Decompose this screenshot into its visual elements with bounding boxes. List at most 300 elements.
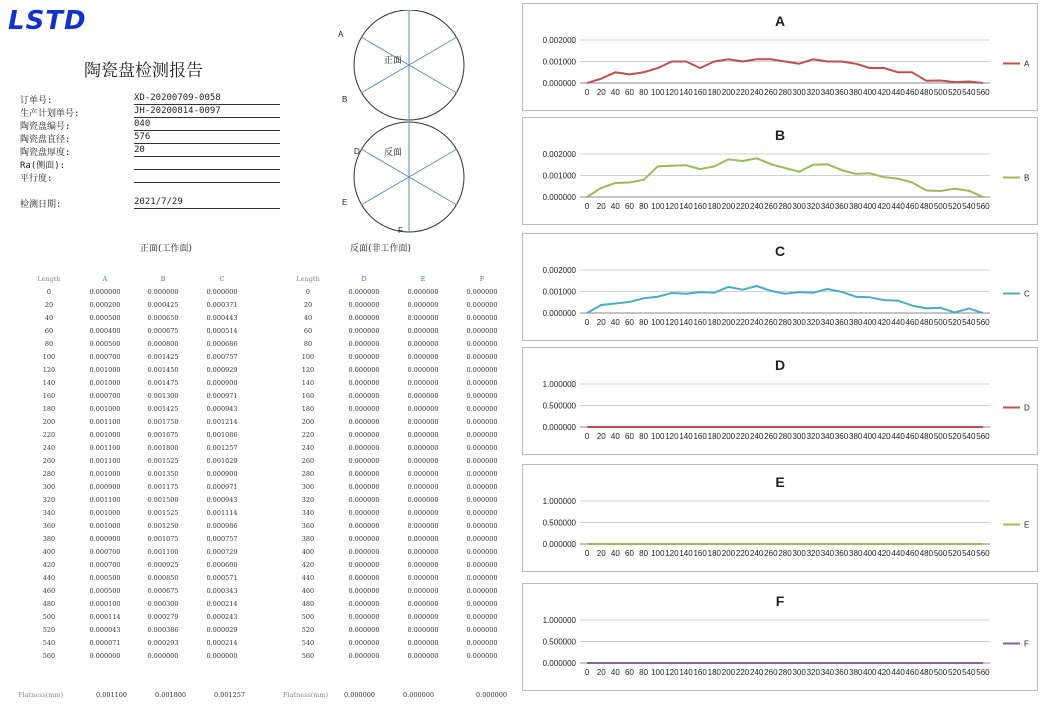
x-tick-label: 160: [693, 202, 707, 211]
x-tick-label: 560: [976, 88, 990, 97]
y-tick-label: 0.500000: [542, 401, 576, 411]
x-tick-label: 140: [679, 668, 693, 677]
table-row: [282, 389, 512, 402]
value-cell: 0.000000: [206, 651, 238, 660]
table-row: [282, 571, 512, 584]
length-cell: 140: [301, 378, 315, 387]
x-tick-label: 320: [806, 318, 820, 327]
table-row: [22, 402, 252, 415]
value-cell: 0.000000: [348, 521, 380, 530]
value-cell: 0.000000: [89, 287, 121, 296]
x-tick-label: 520: [947, 549, 962, 558]
header-d: D: [361, 274, 367, 283]
x-tick-label: 20: [596, 202, 606, 211]
value-cell: 0.000850: [147, 573, 179, 582]
value-cell: 0.000000: [348, 287, 380, 296]
x-tick-label: 400: [863, 318, 877, 327]
x-tick-label: 120: [665, 432, 679, 441]
length-cell: 480: [42, 599, 56, 608]
table-row: [22, 454, 252, 467]
table-row: [282, 532, 512, 545]
table-row: [22, 415, 252, 428]
value-cell: 0.001175: [147, 482, 179, 491]
x-tick-label: 180: [707, 202, 721, 211]
value-cell: 0.000000: [348, 469, 380, 478]
y-tick-label: 1.000000: [542, 380, 576, 389]
table-row: [282, 506, 512, 519]
x-tick-label: 520: [947, 432, 962, 441]
length-cell: 520: [42, 625, 56, 634]
value-cell: 0.000800: [147, 339, 179, 348]
value-cell: 0.001450: [147, 365, 179, 374]
value-cell: 0.000000: [466, 638, 498, 647]
ra-side-value: [134, 157, 280, 170]
table-front-header: [22, 272, 252, 285]
value-cell: 0.000000: [89, 651, 121, 660]
x-tick-label: 0: [584, 88, 590, 97]
value-cell: 0.000000: [407, 469, 439, 478]
chart-title: A: [774, 13, 786, 29]
value-cell: 0.000000: [407, 651, 439, 660]
x-tick-label: 360: [834, 668, 849, 677]
flatness-b-value: 0.001800: [155, 691, 187, 699]
x-tick-label: 420: [877, 202, 891, 211]
table-row: [22, 467, 252, 480]
value-cell: 0.000000: [348, 612, 380, 621]
x-tick-label: 200: [721, 432, 736, 441]
length-cell: 460: [301, 586, 315, 595]
value-cell: 0.000000: [407, 573, 439, 582]
value-cell: 0.000000: [407, 495, 439, 504]
value-cell: 0.000000: [348, 599, 380, 608]
value-cell: 0.000100: [89, 599, 121, 608]
x-tick-label: 120: [665, 668, 679, 677]
value-cell: 0.000000: [407, 430, 439, 439]
value-cell: 0.000943: [206, 404, 238, 413]
value-cell: 0.001214: [206, 417, 238, 426]
table-row: [282, 480, 512, 493]
x-tick-label: 60: [625, 88, 634, 97]
x-tick-label: 460: [905, 432, 919, 441]
table-row: [22, 285, 252, 298]
x-tick-label: 240: [750, 668, 764, 677]
value-cell: 0.000243: [206, 612, 238, 621]
length-cell: 40: [44, 313, 54, 322]
x-tick-label: 380: [849, 549, 863, 558]
x-tick-label: 380: [849, 668, 863, 677]
x-tick-label: 460: [905, 668, 919, 677]
value-cell: 0.000000: [348, 573, 380, 582]
length-cell: 220: [301, 430, 315, 439]
value-cell: 0.000514: [206, 326, 238, 335]
x-tick-label: 180: [707, 88, 721, 97]
length-cell: 60: [303, 326, 313, 335]
x-tick-label: 20: [596, 432, 606, 441]
x-tick-label: 0: [584, 318, 590, 327]
x-tick-label: 500: [933, 88, 948, 97]
value-cell: 0.000000: [466, 651, 498, 660]
x-tick-label: 0: [584, 432, 590, 441]
x-tick-label: 20: [596, 668, 606, 677]
value-cell: 0.000000: [466, 521, 498, 530]
table-row: [22, 389, 252, 402]
value-cell: 0.000000: [466, 560, 498, 569]
x-tick-label: 200: [721, 88, 736, 97]
x-tick-label: 20: [596, 549, 606, 558]
table-row: [282, 649, 512, 662]
value-cell: 0.001000: [89, 430, 121, 439]
table-row: [282, 376, 512, 389]
value-cell: 0.000000: [348, 638, 380, 647]
length-cell: 100: [42, 352, 56, 361]
value-cell: 0.000986: [206, 521, 238, 530]
value-cell: 0.000925: [147, 560, 179, 569]
value-cell: 0.000000: [466, 573, 498, 582]
header-length: Length: [37, 274, 61, 283]
disc-diameter-label: 陶瓷盘直径:: [20, 135, 71, 145]
y-tick-label: 0.002000: [542, 36, 576, 45]
length-cell: 180: [301, 404, 315, 413]
value-cell: 0.001000: [89, 378, 121, 387]
value-cell: 0.000000: [407, 625, 439, 634]
x-tick-label: 540: [962, 668, 976, 677]
value-cell: 0.000675: [147, 586, 179, 595]
x-tick-label: 220: [735, 549, 750, 558]
value-cell: 0.000000: [407, 313, 439, 322]
header-e: E: [420, 274, 426, 283]
value-cell: 0.000000: [407, 521, 439, 530]
value-cell: 0.000000: [407, 443, 439, 452]
value-cell: 0.001000: [89, 469, 121, 478]
x-tick-label: 520: [947, 88, 962, 97]
value-cell: 0.000000: [206, 287, 238, 296]
value-cell: 0.000000: [407, 378, 439, 387]
x-tick-label: 440: [891, 202, 905, 211]
value-cell: 0.001425: [147, 404, 179, 413]
x-tick-label: 520: [947, 318, 962, 327]
x-tick-label: 480: [919, 88, 934, 97]
order-no-value: XD-20200709-0058: [134, 92, 280, 105]
value-cell: 0.000000: [466, 391, 498, 400]
value-cell: 0.000000: [348, 391, 380, 400]
value-cell: 0.000000: [466, 430, 498, 439]
x-tick-label: 540: [962, 318, 976, 327]
value-cell: 0.000000: [466, 365, 498, 374]
length-cell: 160: [301, 391, 315, 400]
point-e-label: E: [342, 198, 348, 207]
value-cell: 0.000000: [407, 339, 439, 348]
x-tick-label: 80: [639, 549, 649, 558]
legend-label: C: [1024, 289, 1030, 299]
table-row: [22, 506, 252, 519]
value-cell: 0.000000: [407, 326, 439, 335]
x-tick-label: 100: [651, 202, 665, 211]
x-tick-label: 140: [679, 549, 693, 558]
table-row: [22, 337, 252, 350]
length-cell: 20: [303, 300, 313, 309]
table-row: [282, 636, 512, 649]
value-cell: 0.001100: [147, 547, 179, 556]
table-row: [282, 610, 512, 623]
legend-label: D: [1024, 403, 1030, 413]
x-tick-label: 360: [834, 202, 849, 211]
x-tick-label: 80: [639, 88, 649, 97]
y-tick-label: 0.000000: [542, 659, 576, 668]
x-tick-label: 440: [891, 88, 905, 97]
x-tick-label: 180: [707, 668, 721, 677]
x-tick-label: 280: [778, 668, 792, 677]
x-tick-label: 80: [639, 668, 649, 677]
x-tick-label: 320: [806, 88, 820, 97]
x-tick-label: 500: [933, 668, 948, 677]
length-cell: 220: [42, 430, 56, 439]
x-tick-label: 380: [849, 202, 863, 211]
value-cell: 0.000000: [407, 586, 439, 595]
x-tick-label: 40: [610, 549, 620, 558]
x-tick-label: 540: [962, 432, 976, 441]
x-tick-label: 560: [976, 668, 990, 677]
table-row: [282, 311, 512, 324]
x-tick-label: 460: [905, 202, 919, 211]
value-cell: 0.001100: [89, 417, 121, 426]
flatness-f-value: 0.000000: [476, 691, 508, 699]
point-d-label: D: [354, 147, 360, 156]
flatness-d-value: 0.000000: [344, 691, 376, 699]
table-row: [282, 493, 512, 506]
chart-b: [522, 117, 1038, 225]
x-tick-label: 100: [651, 549, 665, 558]
value-cell: 0.000000: [348, 508, 380, 517]
value-cell: 0.000000: [466, 352, 498, 361]
value-cell: 0.000757: [206, 352, 238, 361]
length-cell: 340: [301, 508, 315, 517]
length-cell: 380: [301, 534, 315, 543]
plan-no-label: 生产计划单号:: [20, 109, 80, 119]
table-row: [282, 545, 512, 558]
x-tick-label: 40: [610, 202, 620, 211]
value-cell: 0.000000: [466, 404, 498, 413]
x-tick-label: 360: [834, 318, 849, 327]
value-cell: 0.000000: [407, 560, 439, 569]
chart-title: D: [774, 357, 786, 373]
value-cell: 0.000000: [348, 430, 380, 439]
x-tick-label: 340: [820, 202, 835, 211]
x-tick-label: 60: [625, 432, 634, 441]
series-line: [587, 59, 983, 83]
value-cell: 0.000000: [348, 586, 380, 595]
x-tick-label: 160: [693, 318, 707, 327]
x-tick-label: 220: [735, 668, 750, 677]
back-disc: [354, 122, 464, 232]
x-tick-label: 440: [891, 432, 905, 441]
value-cell: 0.001029: [206, 456, 238, 465]
y-tick-label: 0.500000: [542, 518, 576, 528]
chart-e: [522, 464, 1038, 572]
length-cell: 60: [44, 326, 54, 335]
table-row: [282, 337, 512, 350]
y-tick-label: 0.000000: [542, 540, 576, 549]
table-back: [282, 272, 512, 662]
table-row: [282, 285, 512, 298]
value-cell: 0.000000: [466, 547, 498, 556]
legend-label: F: [1024, 639, 1029, 649]
value-cell: 0.000000: [348, 417, 380, 426]
value-cell: 0.000675: [147, 326, 179, 335]
value-cell: 0.000900: [206, 469, 238, 478]
value-cell: 0.000000: [348, 534, 380, 543]
value-cell: 0.000971: [206, 482, 238, 491]
value-cell: 0.000000: [348, 352, 380, 361]
value-cell: 0.000000: [466, 612, 498, 621]
value-cell: 0.000293: [147, 638, 179, 647]
back-caption: 反面(非工作面): [350, 244, 412, 254]
x-tick-label: 280: [778, 549, 792, 558]
x-tick-label: 500: [933, 549, 948, 558]
value-cell: 0.000000: [407, 638, 439, 647]
value-cell: 0.000929: [206, 365, 238, 374]
x-tick-label: 200: [721, 549, 736, 558]
value-cell: 0.000000: [407, 534, 439, 543]
value-cell: 0.000029: [206, 625, 238, 634]
table-front: [22, 272, 252, 662]
value-cell: 0.000000: [348, 547, 380, 556]
company-logo: LSTD: [8, 6, 87, 36]
y-tick-label: 0.001000: [542, 287, 576, 297]
length-cell: 100: [301, 352, 315, 361]
length-cell: 240: [42, 443, 56, 452]
table-row: [22, 610, 252, 623]
value-cell: 0.000343: [206, 586, 238, 595]
x-tick-label: 280: [778, 88, 792, 97]
value-cell: 0.000000: [348, 625, 380, 634]
value-cell: 0.000000: [348, 560, 380, 569]
length-cell: 420: [301, 560, 315, 569]
value-cell: 0.000000: [407, 456, 439, 465]
value-cell: 0.000000: [466, 443, 498, 452]
value-cell: 0.000700: [89, 547, 121, 556]
value-cell: 0.000500: [89, 586, 121, 595]
table-row: [282, 584, 512, 597]
table-row: [22, 324, 252, 337]
value-cell: 0.000000: [348, 495, 380, 504]
x-tick-label: 280: [778, 202, 792, 211]
value-cell: 0.000000: [147, 651, 179, 660]
value-cell: 0.001100: [89, 443, 121, 452]
x-tick-label: 0: [584, 668, 590, 677]
x-tick-label: 240: [750, 549, 764, 558]
value-cell: 0.000900: [206, 378, 238, 387]
length-cell: 540: [301, 638, 315, 647]
flatness-c-value: 0.001257: [214, 691, 246, 699]
x-tick-label: 80: [639, 202, 649, 211]
x-tick-label: 180: [707, 549, 721, 558]
x-tick-label: 480: [919, 549, 934, 558]
x-tick-label: 100: [651, 318, 665, 327]
table-row: [282, 558, 512, 571]
value-cell: 0.000700: [89, 352, 121, 361]
ra-side-label: Ra(侧面):: [20, 161, 66, 171]
value-cell: 0.000000: [348, 482, 380, 491]
length-cell: 560: [301, 651, 315, 660]
length-cell: 460: [42, 586, 56, 595]
value-cell: 0.000214: [206, 599, 238, 608]
report-title: 陶瓷盘检测报告: [84, 61, 203, 81]
x-tick-label: 220: [735, 318, 750, 327]
length-cell: 520: [301, 625, 315, 634]
length-cell: 440: [301, 573, 315, 582]
value-cell: 0.000500: [89, 313, 121, 322]
table-row: [22, 636, 252, 649]
x-tick-label: 0: [584, 549, 590, 558]
table-row: [282, 363, 512, 376]
x-tick-label: 140: [679, 202, 693, 211]
length-cell: 140: [42, 378, 56, 387]
y-tick-label: 0.000000: [542, 79, 576, 88]
x-tick-label: 460: [905, 88, 919, 97]
table-row: [282, 519, 512, 532]
value-cell: 0.000000: [466, 534, 498, 543]
value-cell: 0.000000: [407, 482, 439, 491]
header-length: Length: [296, 274, 320, 283]
value-cell: 0.000000: [466, 378, 498, 387]
x-tick-label: 140: [679, 432, 693, 441]
x-tick-label: 540: [962, 549, 976, 558]
back-face-label: 反面: [384, 147, 403, 157]
value-cell: 0.000000: [466, 508, 498, 517]
y-tick-label: 0.002000: [542, 150, 576, 159]
y-tick-label: 0.000000: [542, 423, 576, 432]
length-cell: 120: [301, 365, 315, 374]
value-cell: 0.000757: [206, 534, 238, 543]
x-tick-label: 120: [665, 318, 679, 327]
x-tick-label: 160: [693, 432, 707, 441]
x-tick-label: 100: [651, 668, 665, 677]
length-cell: 540: [42, 638, 56, 647]
x-tick-label: 480: [919, 668, 934, 677]
x-tick-label: 380: [849, 88, 863, 97]
value-cell: 0.001100: [89, 456, 121, 465]
length-cell: 360: [301, 521, 315, 530]
x-tick-label: 240: [750, 88, 764, 97]
value-cell: 0.001100: [89, 495, 121, 504]
x-tick-label: 120: [665, 549, 679, 558]
legend-label: E: [1024, 520, 1030, 530]
length-cell: 260: [301, 456, 315, 465]
x-tick-label: 560: [976, 549, 990, 558]
y-tick-label: 1.000000: [542, 616, 576, 625]
length-cell: 300: [42, 482, 56, 491]
x-tick-label: 260: [764, 202, 778, 211]
length-cell: 0: [46, 287, 52, 296]
y-tick-label: 0.000000: [542, 309, 576, 318]
length-cell: 400: [301, 547, 315, 556]
x-tick-label: 500: [933, 202, 948, 211]
table-row: [22, 623, 252, 636]
value-cell: 0.000443: [206, 313, 238, 322]
value-cell: 0.000279: [147, 612, 179, 621]
y-tick-label: 0.001000: [542, 171, 576, 181]
value-cell: 0.000000: [147, 287, 179, 296]
x-tick-label: 560: [976, 202, 990, 211]
x-tick-label: 300: [792, 318, 806, 327]
value-cell: 0.001525: [147, 456, 179, 465]
value-cell: 0.000700: [89, 560, 121, 569]
length-cell: 560: [42, 651, 56, 660]
x-tick-label: 260: [764, 668, 778, 677]
value-cell: 0.001075: [147, 534, 179, 543]
legend-label: A: [1024, 59, 1030, 69]
value-cell: 0.001475: [147, 378, 179, 387]
